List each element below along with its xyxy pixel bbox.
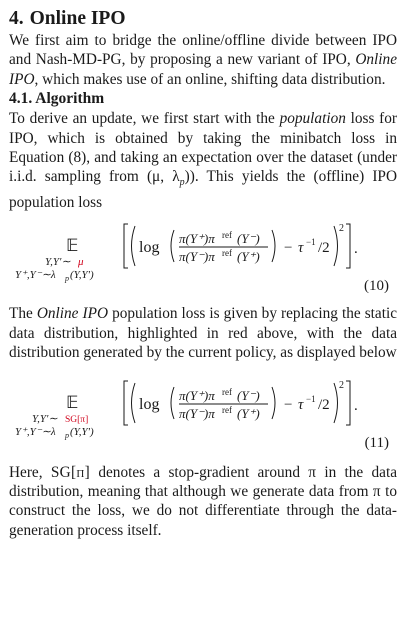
equation-11: [9, 373, 397, 451]
svg-text:π(Y⁺)π: π(Y⁺)π: [179, 231, 215, 247]
svg-text:(Y,Y′): (Y,Y′): [70, 269, 94, 282]
svg-text:2: 2: [339, 223, 344, 235]
equation-10: [9, 216, 397, 295]
svg-text:(Y⁺): (Y⁺): [237, 405, 260, 421]
svg-text:ref: ref: [222, 386, 232, 397]
svg-text:log: log: [139, 395, 160, 413]
svg-text:2: 2: [339, 379, 344, 391]
svg-text:τ: τ: [298, 396, 304, 413]
svg-text:Y⁺,Y⁻∼λ: Y⁺,Y⁻∼λ: [15, 425, 56, 438]
svg-text:ref: ref: [222, 230, 232, 241]
subsection-title: Algorithm: [35, 90, 105, 108]
svg-text:Y,Y′∼: Y,Y′∼: [32, 412, 58, 425]
svg-text:π(Y⁻)π: π(Y⁻)π: [179, 249, 215, 265]
svg-text:log: log: [139, 239, 160, 257]
section-heading: [9, 0, 397, 31]
equation-11-number: (11): [364, 434, 389, 451]
svg-text:(Y⁻): (Y⁻): [237, 231, 260, 247]
svg-text:Y⁺,Y⁻∼λ: Y⁺,Y⁻∼λ: [15, 269, 56, 282]
svg-text:μ: μ: [78, 256, 84, 269]
svg-text:π(Y⁻)π: π(Y⁻)π: [179, 405, 215, 421]
svg-text:/2: /2: [318, 396, 330, 413]
svg-text:−: −: [284, 240, 293, 257]
svg-text:Y,Y′∼: Y,Y′∼: [45, 256, 71, 269]
paragraph-intro: We first aim to bridge the online/offline divide between IPO and Nash-MD-PG, by proposing a new variant of IPO, Online IPO, which makes use of an online, shifting data distribution.: [9, 32, 397, 88]
section-title: Online IPO: [29, 8, 126, 29]
paragraph-stop-gradient: Here, SG[π] denotes a stop-gradient around π in the data distribution, meaning that although we generate data from π to construct the loss, we do not differentiate through the data-generation process itself.: [9, 463, 397, 539]
svg-text:−1: −1: [306, 237, 316, 248]
svg-text:p: p: [65, 274, 69, 284]
svg-text:/2: /2: [318, 240, 330, 257]
svg-text:ref: ref: [222, 248, 232, 259]
svg-text:−1: −1: [306, 393, 316, 404]
stop-gradient-symbol: SG[π]: [50, 463, 91, 481]
svg-text:(Y⁺): (Y⁺): [237, 249, 260, 265]
paragraph-algorithm: To derive an update, we first start with the population loss for IPO, which is obtained by taking the minibatch loss in Equation (8), and taking an expectation over the dataset (under i.i.d. sampling from (μ, $\lambda_p$)). This yields the (offline) IPO population loss: [9, 110, 398, 211]
subsection-number: 4.1.: [9, 90, 33, 108]
svg-text:.: .: [354, 397, 358, 414]
svg-text:ref: ref: [222, 404, 232, 415]
svg-text:(Y,Y′): (Y,Y′): [70, 425, 94, 438]
equation-10-number: (10): [364, 278, 389, 295]
svg-text:p: p: [65, 430, 69, 440]
svg-text:(Y⁻): (Y⁻): [237, 387, 260, 403]
section-number: 4.: [9, 8, 24, 29]
paragraph-online-ipo: The Online IPO population loss is given by replacing the static data distribution, highlighted in red above, with the data distribution generated by the current policy, as displayed below: [9, 305, 397, 362]
svg-text:SG[π]: SG[π]: [65, 414, 89, 425]
subsection-heading: [9, 89, 397, 109]
svg-text:τ: τ: [298, 240, 304, 257]
svg-text:𝔼: 𝔼: [66, 236, 79, 256]
equation-10-graphic: [9, 216, 399, 290]
svg-text:𝔼: 𝔼: [66, 392, 79, 412]
svg-text:−: −: [284, 396, 293, 413]
equation-11-graphic: [9, 373, 399, 447]
svg-text:.: .: [354, 241, 358, 258]
svg-text:π(Y⁺)π: π(Y⁺)π: [179, 387, 215, 403]
